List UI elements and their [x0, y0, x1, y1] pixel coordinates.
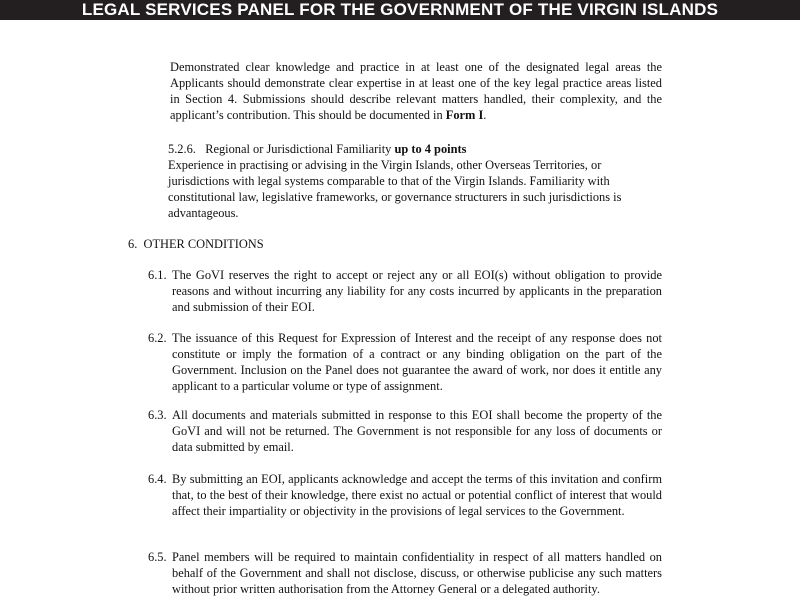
- criterion-description: Experience in practising or advising in the Virgin Islands, other Overseas Territories, or jurisdictions with legal systems comparable to that of the Virgin Islands. Familiarity with constitutional law, legislative frameworks, or governance structurers in such jurisdictions is advantageous.: [168, 158, 622, 220]
- clause-number: 6.5.: [148, 550, 167, 564]
- criterion-heading: [168, 141, 662, 157]
- criterion-title: Regional or Jurisdictional Familiarity: [205, 142, 395, 156]
- intro-text: Demonstrated clear knowledge and practice in at least one of the designated legal areas the Applicants should demonstrate clear expertise in at least one of the key legal practice areas listed in Section 4. Submissions should describe relevant matters handled, their complexity, and the applicant’s contribution. This should be documented in: [170, 60, 662, 122]
- clause-text: Panel members will be required to maintain confidentiality in respect of all matters handled on behalf of the Government and shall not disclose, discuss, or otherwise publicise any such matters without prior written authorisation from the Attorney General or a delegated authority.: [172, 550, 662, 596]
- clause-text: By submitting an EOI, applicants acknowledge and accept the terms of this invitation and confirm that, to the best of their knowledge, there exist no actual or potential conflict of interest that would affect their impartiality or objectivity in the provisions of legal services to the Government.: [172, 472, 662, 518]
- clause-number: 6.1.: [148, 268, 167, 282]
- section-title: OTHER CONDITIONS: [143, 237, 264, 251]
- document-title: LEGAL SERVICES PANEL FOR THE GOVERNMENT OF THE VIRGIN ISLANDS: [81, 0, 719, 19]
- intro-end: .: [483, 108, 487, 122]
- form-reference: Form I: [445, 108, 484, 122]
- criterion-number: 5.2.6.: [168, 142, 196, 156]
- criterion-points: up to 4 points: [394, 142, 467, 156]
- clause-text: All documents and materials submitted in response to this EOI shall become the property of the GoVI and will not be returned. The Government is not responsible for any loss of documents or data submitted by email.: [172, 408, 662, 454]
- clause-number: 6.2.: [148, 331, 167, 345]
- clause-number: 6.3.: [148, 408, 167, 422]
- section-number: 6.: [128, 237, 138, 251]
- criterion-5-2-6: [168, 141, 662, 221]
- section-heading: [128, 236, 264, 252]
- clause-number: 6.4.: [148, 472, 167, 486]
- intro-paragraph: [170, 59, 662, 123]
- clause-text: The issuance of this Request for Expression of Interest and the receipt of any response does not constitute or imply the formation of a contract or any binding obligation on the part of the Government. Inclusion on the Panel does not guarantee the award of work, nor does it entitle any applicant to a particular volume or type of assignment.: [172, 331, 662, 393]
- clause-text: The GoVI reserves the right to accept or reject any or all EOI(s) without obligation to provide reasons and without incurring any liability for any costs incurred by applicants in the preparation and submission of their EOI.: [172, 268, 662, 314]
